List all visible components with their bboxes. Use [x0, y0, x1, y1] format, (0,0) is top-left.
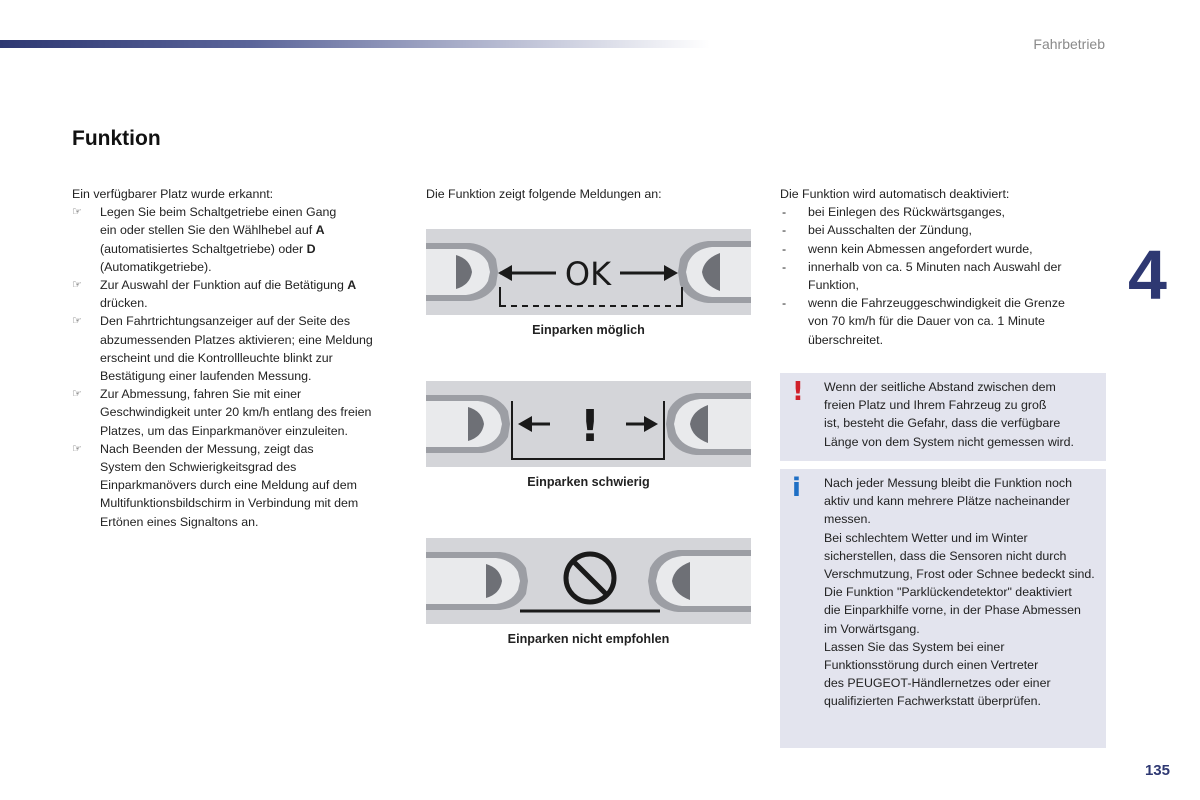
- info-text: [824, 474, 1100, 711]
- deactivation-item: - wenn kein Abmessen angefordert wurde,: [782, 241, 1033, 256]
- info-line: Die Funktion "Parklückendetektor" deaktiviert: [824, 585, 1072, 600]
- instruction-item: [72, 203, 402, 276]
- info-line: Bei schlechtem Wetter und im Winter: [824, 530, 1028, 545]
- section-label: Fahrbetrieb: [1033, 36, 1105, 52]
- deactivation-column: [780, 185, 1100, 349]
- col3-intro: Die Funktion wird automatisch deaktiviert:: [780, 187, 1010, 201]
- info-line: sicherstellen, dass die Sensoren nicht durch: [824, 548, 1067, 563]
- pointing-hand-icon: ☞: [72, 206, 82, 219]
- display-panel-difficult: [426, 381, 751, 467]
- caption-difficult: Einparken schwierig: [527, 475, 650, 489]
- car-right-icon: [678, 241, 751, 303]
- info-line: des PEUGEOT-Händlernetzes oder einer: [824, 676, 1051, 691]
- instruction-item: [72, 276, 402, 312]
- warning-text: [824, 378, 1100, 451]
- instructions-column: [72, 185, 402, 531]
- info-note: [780, 469, 1106, 748]
- deactivation-item: - bei Einlegen des Rückwärtsganges,: [782, 205, 1005, 220]
- info-line: qualifizierten Fachwerkstatt überprüfen.: [824, 694, 1041, 709]
- page-title: Funktion: [72, 127, 161, 150]
- warning-line: ist, besteht die Gefahr, dass die verfügbare: [824, 416, 1061, 431]
- deactivation-item: - wenn die Fahrzeuggeschwindigkeit die Grenze von 70 km/h für die Dauer von ca. 1 Minute überschreitet.: [782, 296, 1065, 347]
- instruction-item: [72, 440, 402, 531]
- info-line: Lassen Sie das System bei einer: [824, 639, 1005, 654]
- instruction-text: Den Fahrtrichtungsanzeiger auf der Seite des abzumessenden Platzes aktivieren; eine Meldung erscheint und die Kontrollleuchte blinkt zur Bestätigung einer laufenden Messung.: [100, 314, 373, 384]
- info-line: die Einparkhilfe vorne, in der Phase Abmessen: [824, 603, 1081, 618]
- header-gradient-bar: [0, 40, 710, 48]
- car-right-icon: [648, 550, 751, 612]
- pointing-hand-icon: ☞: [72, 442, 82, 455]
- car-left-icon: [426, 395, 510, 453]
- instruction-text: Zur Auswahl der Funktion auf die Betätigung A drücken.: [100, 278, 357, 311]
- instruction-text: Zur Abmessung, fahren Sie mit einer Geschwindigkeit unter 20 km/h entlang des freien Platzes, um das Einparkmanöver einzuleiten.: [100, 387, 372, 438]
- caption-ok: Einparken möglich: [532, 323, 645, 337]
- warning-line: Wenn der seitliche Abstand zwischen dem: [824, 380, 1056, 394]
- warning-note: [780, 373, 1106, 461]
- info-line: Nach jeder Messung bleibt die Funktion noch: [824, 476, 1072, 490]
- prohibited-icon: [566, 554, 614, 602]
- instruction-text: Legen Sie beim Schaltgetriebe einen Gang ein oder stellen Sie den Wählhebel auf A (automatisiertes Schaltgetriebe) oder D (Automatikgetriebe).: [100, 205, 337, 274]
- car-left-icon: [426, 552, 528, 610]
- deactivation-item: - bei Ausschalten der Zündung,: [782, 223, 972, 238]
- col2-intro: Die Funktion zeigt folgende Meldungen an:: [426, 187, 662, 201]
- instruction-item: [72, 385, 402, 440]
- deactivation-item: - innerhalb von ca. 5 Minuten nach Auswahl der Funktion,: [782, 259, 1062, 293]
- deactivation-list: [780, 203, 1100, 349]
- warning-icon: !: [792, 377, 804, 407]
- col1-intro: Ein verfügbarer Platz wurde erkannt:: [72, 187, 274, 201]
- warning-line: freien Platz und Ihrem Fahrzeug zu groß: [824, 398, 1047, 413]
- info-line: im Vorwärtsgang.: [824, 621, 920, 636]
- caption-not-recommended: Einparken nicht empfohlen: [507, 632, 670, 646]
- ok-display-text: OK: [564, 255, 612, 293]
- info-line: Funktionsstörung durch einen Vertreter: [824, 658, 1039, 673]
- chapter-number: 4: [1128, 236, 1167, 314]
- info-line: messen.: [824, 512, 871, 527]
- pointing-hand-icon: ☞: [72, 279, 82, 292]
- instruction-text: Nach Beenden der Messung, zeigt das System den Schwierigkeitsgrad des Einparkmanövers durch eine Meldung auf dem Multifunktionsbildschirm in Verbindung mit dem Ertönen eines Signaltons an.: [100, 441, 359, 529]
- instruction-item: [72, 312, 402, 385]
- display-panel-ok: [426, 229, 751, 315]
- car-left-icon: [426, 243, 498, 301]
- car-right-icon: [666, 393, 751, 455]
- display-panel-not-recommended: [426, 538, 751, 624]
- info-icon: i: [792, 473, 801, 503]
- warning-line: Länge von dem System nicht gemessen wird.: [824, 434, 1075, 449]
- pointing-hand-icon: ☞: [72, 315, 82, 328]
- pointing-hand-icon: ☞: [72, 388, 82, 401]
- difficult-display-text: !: [579, 401, 601, 452]
- instruction-list: [72, 203, 402, 531]
- page-number: 135: [1144, 762, 1170, 779]
- info-line: aktiv und kann mehrere Plätze nacheinander: [824, 494, 1070, 509]
- info-line: Verschmutzung, Frost oder Schnee bedeckt sind.: [824, 567, 1095, 582]
